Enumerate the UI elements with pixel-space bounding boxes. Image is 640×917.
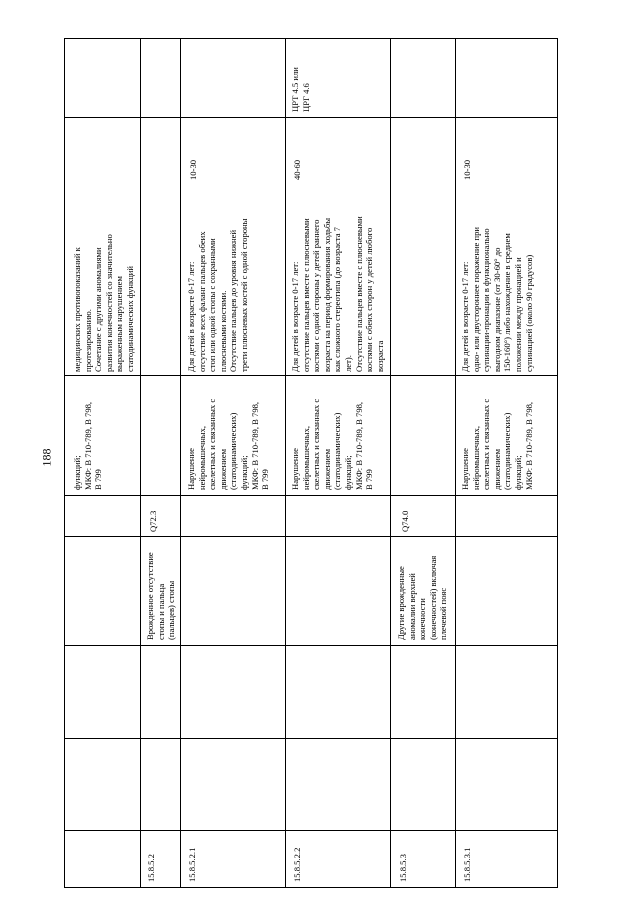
row-4-function-text: Нарушение нейромышечных, скелетных и связанных с движением (статодинамических) функций; МКФ: В 710-789, В 798, В 799	[290, 398, 375, 490]
row-separator	[140, 38, 141, 888]
row-3-code: 15.8.5.2.1	[187, 847, 197, 882]
row-3-function-text: Нарушение нейромышечных, скелетных и связанных с движением (статодинамических) функций; МКФ: В 710-789, В 798, В 799	[186, 398, 271, 490]
row-1-function-text: функций; МКФ: В 710-789, В 798, В 799	[72, 401, 104, 490]
column-separator	[64, 536, 558, 537]
column-separator	[64, 830, 558, 831]
column-separator	[64, 645, 558, 646]
row-6-code: 15.8.5.3.1	[462, 847, 472, 882]
column-separator	[64, 495, 558, 496]
row-2-icd-code: Q72.3	[148, 510, 158, 532]
row-5-icd-code: Q74.0	[400, 510, 410, 532]
column-separator	[64, 738, 558, 739]
row-4-code: 15.8.5.2.2	[292, 847, 302, 882]
row-2-nosology: Врожденное отсутствие стопы и пальца (пальцев) стопы	[145, 552, 177, 640]
row-6-criteria-text: Для детей в возрасте 0-17 лет: одно- или двустороннее поражение при супинации-пронации в функционально выгодном диапазоне (от 30-60° до 150-160°) либо нахождение в среднем положении между пронацией и супинацией (около 90 градусов)	[460, 226, 534, 372]
row-3-percent: 10-30	[188, 159, 198, 180]
row-4-percent: 40-60	[292, 159, 302, 180]
row-separator	[285, 38, 286, 888]
row-3-criteria-text: Для детей в возрасте 0-17 лет: отсутствие всех фаланг пальцев обеих стоп или одной стопы с сохранными плюсневыми костями. Отсутствие пальцев до уровня нижней трети плюсневых костей с одной стороны	[186, 218, 249, 372]
row-separator	[455, 38, 456, 888]
column-separator	[64, 375, 558, 376]
row-4-criteria-text: Для детей в возрасте 0-17 лет: отсутствие пальцев вместе с плюсневыми костями с одной стороны у детей раннего возраста на период формирования ходьбы как сложного стереотипа (до возраста 7 лет). Отсутствие пальцев вместе с плюсневыми костями с обеих сторон у детей любого возраста	[290, 216, 385, 372]
column-separator	[64, 117, 558, 118]
row-separator	[390, 38, 391, 888]
page-number: 188	[39, 448, 54, 467]
row-5-code: 15.8.5.3	[398, 854, 408, 882]
row-2-code: 15.8.5.2	[146, 854, 156, 882]
row-separator	[180, 38, 181, 888]
row-5-nosology: Другие врожденные аномалии верхней конечности (конечностей) включая плечевой пояс	[396, 555, 449, 640]
row-6-percent: 10-30	[462, 159, 472, 180]
row-4-ipra-note: ЦРТ 4.5 или ЦРГ 4.6	[290, 67, 311, 112]
row-6-function-text: Нарушение нейромышечных, скелетных и связанных с движением (статодинамических) функций; МКФ: В 710-789, В 798,	[460, 398, 534, 490]
row-1-criteria-text: медицинских противопоказаний к протезированию. Сочетание с другими аномалиями развития конечностей со значительно выраженным нарушением статодинамических функций	[72, 234, 135, 372]
